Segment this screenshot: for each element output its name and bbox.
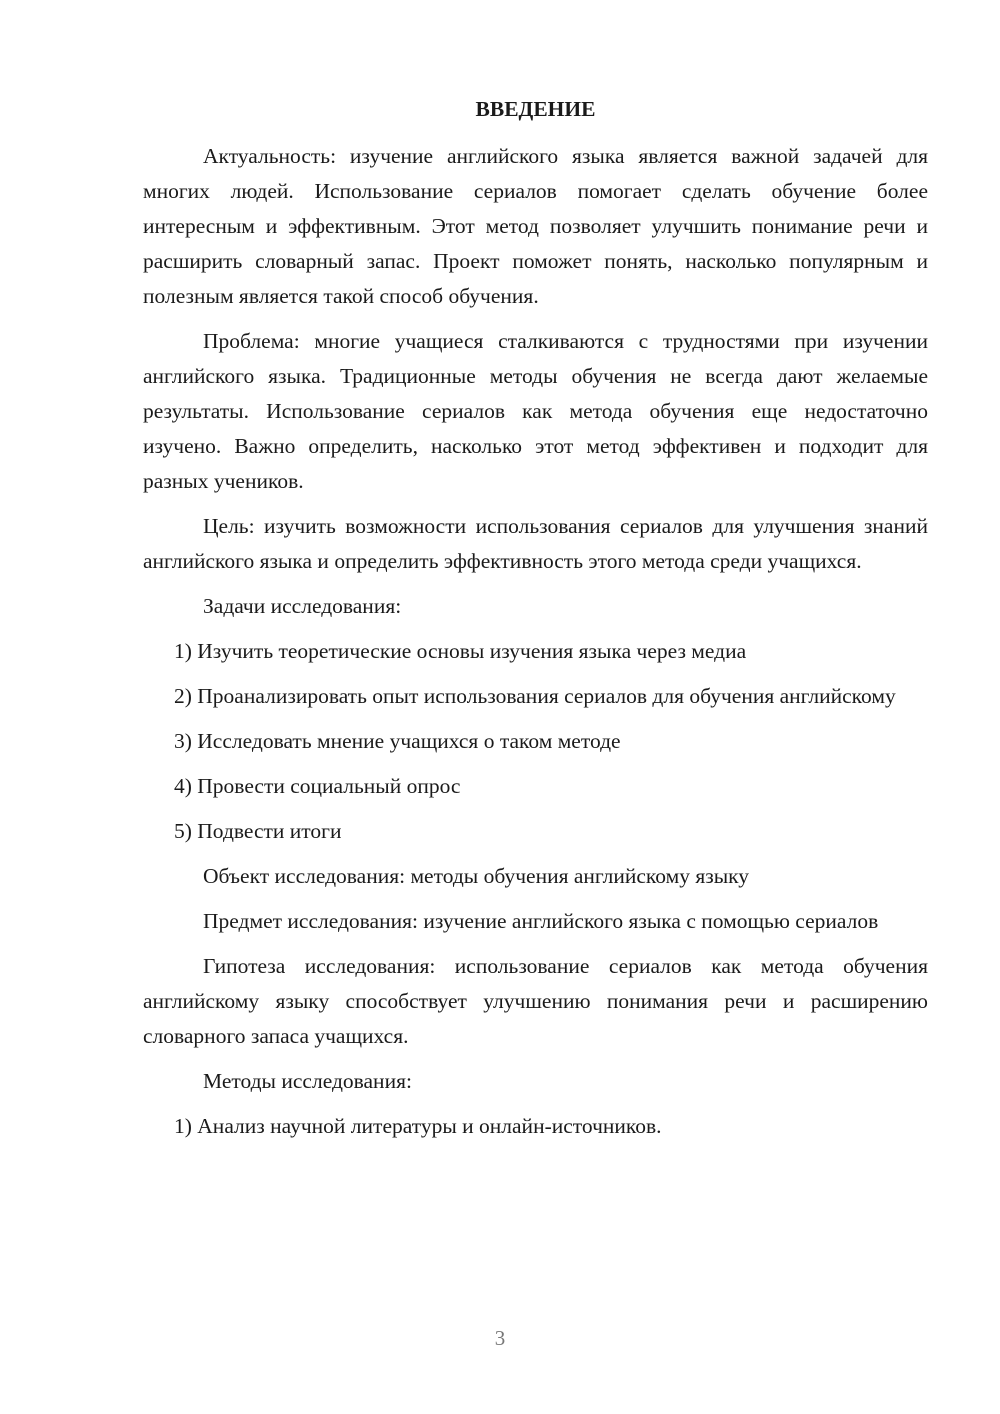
methods-heading: Методы исследования: <box>203 1069 412 1093</box>
task-item-1: 1) Изучить теоретические основы изучения языка через медиа <box>174 639 747 663</box>
task-item-5: 5) Подвести итоги <box>174 819 342 843</box>
task-item-2: 2) Проанализировать опыт использования сериалов для обучения английскому <box>174 684 896 708</box>
hypothesis-paragraph: Гипотеза исследования: использование сериалов как метода обучения английскому языку способствует улучшению понимания речи и расширению словарного запаса учащихся. <box>143 954 928 1048</box>
problem-paragraph: Проблема: многие учащиеся сталкиваются с трудностями при изучении английского языка. Традиционные методы обучения не всегда дают желаемые результаты. Использование сериалов как метода обучения еще недостаточно изучено. Важно определить, насколько этот метод эффективен и подходит для разных учеников. <box>143 329 928 493</box>
task-item-3: 3) Исследовать мнение учащихся о таком методе <box>174 729 621 753</box>
goal-paragraph: Цель: изучить возможности использования сериалов для улучшения знаний английского языка и определить эффективность этого метода среди учащихся. <box>143 514 928 573</box>
section-title: ВВЕДЕНИЕ <box>475 97 596 121</box>
relevance-paragraph: Актуальность: изучение английского языка является важной задачей для многих людей. Использование сериалов помогает сделать обучение более интересным и эффективным. Этот метод позволяет улучшить понимание речи и расширить словарный запас. Проект поможет понять, насколько популярным и полезным является такой способ обучения. <box>143 144 928 308</box>
document-page <box>143 92 928 1154</box>
tasks-heading: Задачи исследования: <box>203 594 402 618</box>
object-paragraph: Объект исследования: методы обучения английскому языку <box>203 864 750 888</box>
page-number: 3 <box>494 1326 506 1350</box>
method-item-1: 1) Анализ научной литературы и онлайн-источников. <box>174 1114 662 1138</box>
task-item-4: 4) Провести социальный опрос <box>174 774 461 798</box>
subject-paragraph: Предмет исследования: изучение английского языка с помощью сериалов <box>203 909 879 933</box>
